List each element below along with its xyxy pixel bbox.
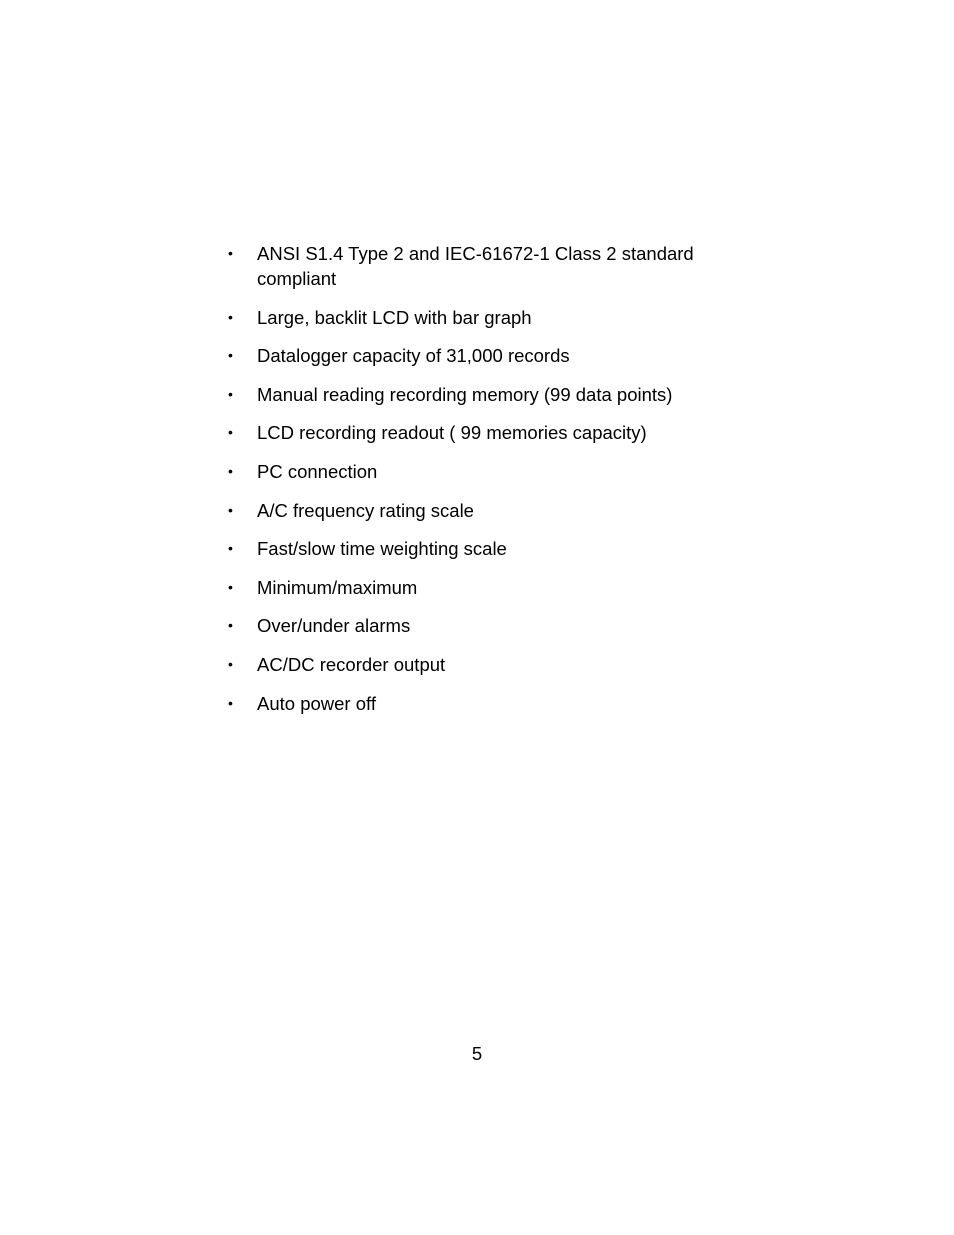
bullet-icon: •: [228, 462, 233, 479]
list-item: [228, 498, 728, 523]
feature-text: Minimum/maximum: [257, 576, 418, 598]
list-item: [228, 536, 728, 561]
feature-text: Large, backlit LCD with bar graph: [257, 306, 532, 328]
list-item: [228, 652, 728, 677]
list-item: [228, 575, 728, 600]
feature-text: Auto power off: [257, 692, 376, 714]
feature-text: LCD recording readout ( 99 memories capacity): [257, 422, 647, 444]
bullet-icon: •: [228, 501, 233, 518]
feature-text: A/C frequency rating scale: [257, 499, 474, 521]
list-item: [228, 459, 728, 484]
bullet-icon: •: [228, 245, 233, 261]
feature-text: Datalogger capacity of 31,000 records: [257, 345, 570, 367]
bullet-icon: •: [228, 347, 233, 364]
list-item: [228, 241, 728, 291]
feature-text: Manual reading recording memory (99 data points): [257, 383, 673, 405]
list-item: [228, 305, 728, 330]
list-item: [228, 691, 728, 716]
bullet-icon: •: [228, 424, 233, 441]
bullet-icon: •: [228, 540, 233, 557]
bullet-icon: •: [228, 578, 233, 595]
page-number: 5: [471, 1043, 483, 1064]
bullet-icon: •: [228, 617, 233, 634]
bullet-icon: •: [228, 308, 233, 325]
feature-list: [228, 241, 728, 729]
feature-text: ANSI S1.4 Type 2 and IEC-61672-1 Class 2 standard compliant: [257, 243, 694, 289]
feature-text: PC connection: [257, 460, 378, 482]
list-item: [228, 420, 728, 445]
feature-text: AC/DC recorder output: [257, 653, 446, 675]
list-item: [228, 613, 728, 638]
list-item: [228, 382, 728, 407]
bullet-icon: •: [228, 385, 233, 402]
list-item: [228, 343, 728, 368]
bullet-icon: •: [228, 694, 233, 711]
feature-text: Over/under alarms: [257, 615, 411, 637]
bullet-icon: •: [228, 655, 233, 672]
feature-text: Fast/slow time weighting scale: [257, 538, 507, 560]
